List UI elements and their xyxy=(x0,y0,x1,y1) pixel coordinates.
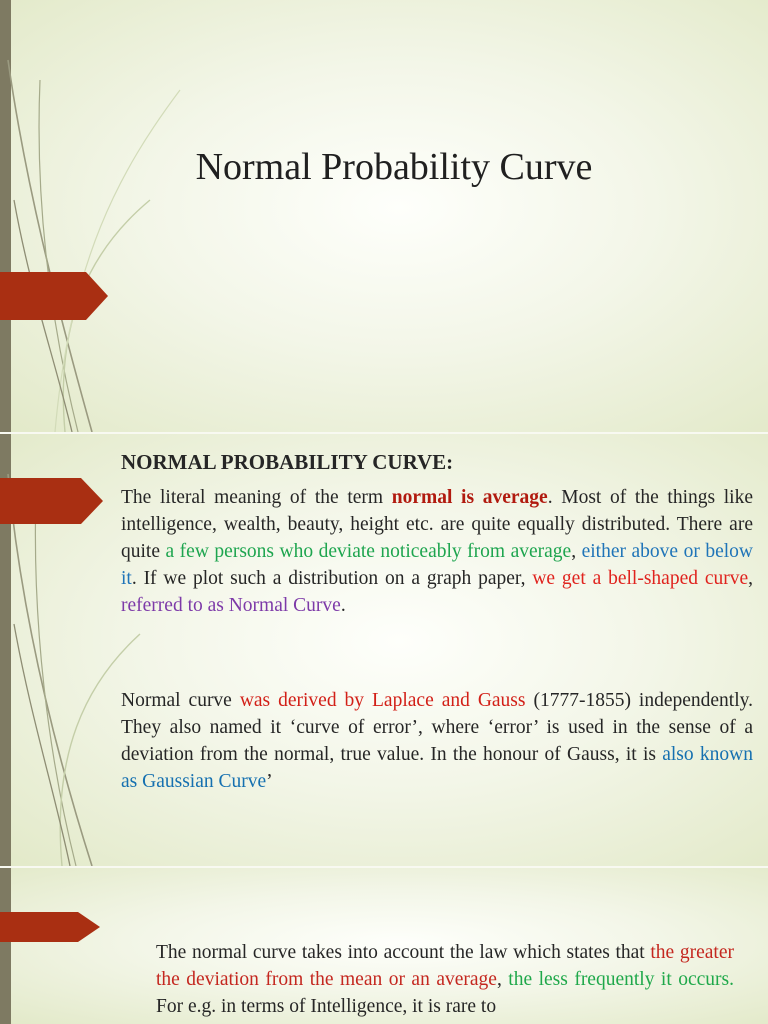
definition-paragraph: The literal meaning of the term normal is average. Most of the things like intelligence, wealth, beauty, height etc. are quite equally distributed. There are quite a few persons who deviate noticeably from average, either above or below it. If we plot such a distribution on a graph paper, we get a bell-shaped curve, referred to as Normal Curve. xyxy=(121,487,753,616)
law-paragraph: The normal curve takes into account the law which states that the greater the deviation from the mean or an average, the less frequently it occurs. For e.g. in terms of Intelligence, it is rare to xyxy=(156,942,735,1017)
section-heading: NORMAL PROBABILITY CURVE: xyxy=(121,450,454,474)
law-slide xyxy=(0,868,768,1024)
definition-slide xyxy=(0,434,768,866)
history-paragraph: Normal curve was derived by Laplace and Gauss (1777-1855) independently. They also named it ‘curve of error’, where ‘error’ is used in the sense of a deviation from the normal, true value. In the honour of Gauss, it is also known as Gaussian Curve’ xyxy=(121,690,753,792)
red-arrow-marker xyxy=(0,478,103,524)
red-arrow-marker xyxy=(0,912,100,942)
slide-title: Normal Probability Curve xyxy=(195,146,593,188)
title-slide xyxy=(0,0,768,432)
left-accent-bar xyxy=(0,868,11,1024)
decorative-curves xyxy=(0,0,200,432)
red-arrow-marker xyxy=(0,272,108,320)
